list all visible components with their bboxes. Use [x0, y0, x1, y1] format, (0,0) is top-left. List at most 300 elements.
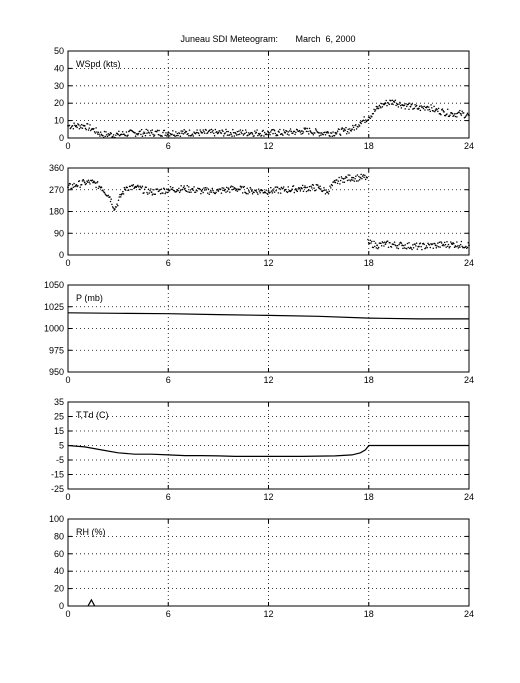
data-point [370, 242, 372, 244]
data-point [137, 185, 139, 187]
data-point [176, 191, 178, 193]
data-point [167, 134, 169, 136]
data-point [373, 109, 375, 111]
data-point [395, 100, 397, 102]
data-point [78, 124, 80, 126]
data-point [79, 128, 81, 130]
data-point [159, 189, 161, 191]
data-point [338, 129, 340, 131]
data-point [142, 133, 144, 135]
data-point [240, 129, 242, 131]
data-point [79, 180, 81, 182]
data-point [156, 131, 158, 133]
data-point [222, 190, 224, 192]
data-point [402, 248, 404, 250]
data-point [120, 196, 122, 198]
data-point [166, 188, 168, 190]
data-point [180, 190, 182, 192]
data-point [306, 187, 308, 189]
data-point [411, 247, 413, 249]
data-point [404, 247, 406, 249]
data-point [209, 191, 211, 193]
data-point [459, 110, 461, 112]
data-point [436, 247, 438, 249]
data-point [437, 242, 439, 244]
data-point [357, 174, 359, 176]
data-point [453, 115, 455, 117]
data-point [248, 132, 250, 134]
data-point [356, 180, 358, 182]
data-point [414, 104, 416, 106]
data-point [138, 186, 140, 188]
data-point [406, 106, 408, 108]
data-point [337, 130, 339, 132]
data-point [133, 184, 135, 186]
data-point [325, 134, 327, 136]
data-point [265, 192, 267, 194]
data-point [384, 241, 386, 243]
data-point [98, 132, 100, 134]
data-point [401, 107, 403, 109]
data-point [224, 189, 226, 191]
data-point [316, 129, 318, 131]
data-point [342, 181, 344, 183]
data-point [209, 194, 211, 196]
data-point [428, 106, 430, 108]
data-point [133, 132, 135, 134]
data-point [449, 116, 451, 118]
data-point [85, 129, 87, 131]
data-point [241, 133, 243, 135]
data-point [231, 135, 233, 137]
data-point [98, 188, 100, 190]
data-point [164, 134, 166, 136]
data-point [114, 137, 116, 139]
data-point [426, 247, 428, 249]
data-point [212, 131, 214, 133]
data-point [275, 133, 277, 135]
data-point [176, 135, 178, 137]
y-tick-label: 90 [53, 228, 64, 239]
data-point [413, 247, 415, 249]
data-point [251, 190, 253, 192]
data-point [290, 128, 292, 130]
data-point [411, 249, 413, 251]
data-point [69, 125, 71, 127]
panel-label: RH (%) [76, 527, 106, 537]
data-point [248, 190, 250, 192]
data-point [423, 106, 425, 108]
data-point [397, 245, 399, 247]
data-point [334, 135, 336, 137]
data-point [146, 132, 148, 134]
data-point [193, 135, 195, 137]
data-point [84, 182, 86, 184]
data-point [232, 129, 234, 131]
data-point [420, 246, 422, 248]
data-point [74, 124, 76, 126]
data-point [320, 188, 322, 190]
data-point [458, 245, 460, 247]
data-point [297, 191, 299, 193]
data-point [287, 131, 289, 133]
data-point [220, 189, 222, 191]
data-point [407, 104, 409, 106]
data-point [427, 109, 429, 111]
data-point [71, 188, 73, 190]
data-point [157, 188, 159, 190]
data-point [89, 181, 91, 183]
data-point [104, 192, 106, 194]
data-point [99, 135, 101, 137]
data-point [439, 241, 441, 243]
data-point [467, 114, 469, 116]
data-point [105, 131, 107, 133]
x-tick-label: 0 [65, 609, 71, 619]
data-point [140, 134, 142, 136]
data-point [227, 134, 229, 136]
y-tick-label: -25 [50, 484, 64, 494]
y-tick-label: 20 [53, 98, 64, 109]
data-point [231, 133, 233, 135]
data-point [436, 109, 438, 111]
data-point [152, 134, 154, 136]
data-point [262, 190, 264, 192]
data-point [440, 114, 442, 116]
data-point [157, 129, 159, 131]
data-point [435, 109, 437, 111]
data-point [294, 192, 296, 194]
data-point [393, 244, 395, 246]
data-point [404, 108, 406, 110]
data-point [70, 183, 72, 185]
data-point [373, 247, 375, 249]
data-point [199, 135, 201, 137]
data-point [356, 128, 358, 130]
data-point [377, 106, 379, 108]
data-point [117, 133, 119, 135]
data-point [177, 135, 179, 137]
data-point [463, 112, 465, 114]
data-point [300, 131, 302, 133]
data-point [448, 244, 450, 246]
data-point [378, 247, 380, 249]
data-point [246, 193, 248, 195]
data-point [130, 186, 132, 188]
data-point [417, 248, 419, 250]
data-point [189, 191, 191, 193]
data-point [256, 129, 258, 131]
data-point [363, 116, 365, 118]
data-point [89, 124, 91, 126]
data-point [375, 242, 377, 244]
data-point [180, 185, 182, 187]
data-point [284, 131, 286, 133]
data-point [310, 185, 312, 187]
data-point [458, 247, 460, 249]
data-point [306, 128, 308, 130]
data-point [123, 193, 125, 195]
data-point [250, 132, 252, 134]
data-point [158, 134, 160, 136]
data-point [239, 189, 241, 191]
data-point [328, 132, 330, 134]
panel-5 [49, 514, 474, 619]
data-point [429, 109, 431, 111]
data-point [270, 187, 272, 189]
data-point [224, 132, 226, 134]
y-tick-label: -15 [50, 469, 64, 480]
data-point [126, 131, 128, 133]
data-point [449, 246, 451, 248]
data-point [231, 189, 233, 191]
data-point [340, 134, 342, 136]
data-point [302, 185, 304, 187]
data-point [382, 106, 384, 108]
data-point [315, 190, 317, 192]
data-point [455, 246, 457, 248]
data-point [461, 246, 463, 248]
data-point [292, 132, 294, 134]
y-tick-label: 0 [58, 601, 64, 611]
data-point [226, 131, 228, 133]
data-point [446, 113, 448, 115]
x-tick-label: 24 [463, 375, 475, 385]
data-point [247, 134, 249, 136]
data-point [385, 243, 387, 245]
data-point [246, 132, 248, 134]
data-point [145, 129, 147, 131]
data-point [143, 192, 145, 194]
data-point [367, 119, 369, 121]
data-point [322, 190, 324, 192]
y-tick-label: 35 [53, 397, 64, 407]
data-point [374, 246, 376, 248]
data-point [95, 187, 97, 189]
data-point [151, 191, 153, 193]
data-point [281, 187, 283, 189]
data-point [221, 132, 223, 134]
data-point [273, 188, 275, 190]
data-point [406, 248, 408, 250]
y-tick-label: 975 [48, 345, 64, 356]
data-point [282, 188, 284, 190]
data-point [336, 179, 338, 181]
data-point [108, 195, 110, 197]
data-point [450, 241, 452, 243]
data-point [100, 187, 102, 189]
data-point [259, 192, 261, 194]
data-point [398, 248, 400, 250]
data-point [351, 130, 353, 132]
data-point [238, 130, 240, 132]
data-point [279, 129, 281, 131]
data-point [241, 186, 243, 188]
data-point [111, 133, 113, 135]
data-point [365, 119, 367, 121]
data-point [275, 190, 277, 192]
data-point [344, 129, 346, 131]
data-point [171, 189, 173, 191]
data-point [94, 131, 96, 133]
data-point [82, 127, 84, 129]
data-point [262, 130, 264, 132]
data-point [351, 128, 353, 130]
data-point [237, 131, 239, 133]
data-point [287, 192, 289, 194]
data-point [70, 127, 72, 129]
x-tick-label: 0 [65, 375, 71, 385]
panel-2 [49, 163, 474, 268]
data-point [460, 113, 462, 115]
data-point [196, 190, 198, 192]
data-point [331, 132, 333, 134]
data-point [404, 104, 406, 106]
data-point [96, 131, 98, 133]
data-point [106, 134, 108, 136]
data-point [399, 102, 401, 104]
data-point [442, 110, 444, 112]
data-point [334, 180, 336, 182]
data-point [422, 106, 424, 108]
data-point [79, 187, 81, 189]
data-point [458, 112, 460, 114]
data-point [150, 188, 152, 190]
data-point [445, 244, 447, 246]
data-point [412, 244, 414, 246]
data-point [233, 132, 235, 134]
data-point [73, 186, 75, 188]
data-point [169, 135, 171, 137]
data-point [168, 132, 170, 134]
panel-label: WSpd (kts) [76, 59, 121, 69]
data-point [416, 105, 418, 107]
data-point [278, 131, 280, 133]
data-point [205, 189, 207, 191]
data-point [215, 129, 217, 131]
data-point [196, 132, 198, 134]
data-point [126, 187, 128, 189]
x-tick-label: 0 [65, 258, 71, 268]
data-point [167, 192, 169, 194]
data-point [202, 132, 204, 134]
data-point [279, 188, 281, 190]
y-tick-label: 270 [48, 184, 64, 195]
data-point [153, 189, 155, 191]
data-point [332, 135, 334, 137]
data-point [392, 104, 394, 106]
data-point [359, 125, 361, 127]
data-point [97, 133, 99, 135]
data-point [102, 135, 104, 137]
data-point [154, 134, 156, 136]
y-tick-label: 1025 [43, 301, 64, 312]
data-point [389, 242, 391, 244]
data-point [125, 135, 127, 137]
data-point [339, 183, 341, 185]
data-point [272, 192, 274, 194]
data-point [453, 243, 455, 245]
data-point [144, 188, 146, 190]
data-point [451, 112, 453, 114]
data-point [138, 133, 140, 135]
data-point [307, 131, 309, 133]
data-point [89, 183, 91, 185]
data-point [202, 129, 204, 131]
data-point [227, 190, 229, 192]
data-point [293, 185, 295, 187]
data-point [446, 241, 448, 243]
data-point [137, 134, 139, 136]
data-point [90, 130, 92, 132]
data-point [184, 132, 186, 134]
data-point [284, 190, 286, 192]
data-point [261, 135, 263, 137]
data-point [456, 241, 458, 243]
data-point [304, 185, 306, 187]
data-point [89, 127, 91, 129]
data-point [150, 130, 152, 132]
data-point [317, 132, 319, 134]
data-point [125, 189, 127, 191]
data-point [232, 186, 234, 188]
data-point [360, 123, 362, 125]
data-point [280, 192, 282, 194]
data-point [285, 189, 287, 191]
data-point [371, 116, 373, 118]
data-point [322, 134, 324, 136]
data-point [325, 189, 327, 191]
x-tick-label: 0 [65, 492, 71, 502]
data-point [149, 190, 151, 192]
data-point [305, 187, 307, 189]
data-point [264, 132, 266, 134]
data-point [370, 239, 372, 241]
data-point [337, 183, 339, 185]
x-tick-label: 6 [165, 258, 171, 268]
data-point [162, 192, 164, 194]
data-point [230, 132, 232, 134]
data-point [203, 187, 205, 189]
data-point [444, 242, 446, 244]
data-point [121, 134, 123, 136]
data-point [240, 187, 242, 189]
data-point [142, 185, 144, 187]
data-point [353, 127, 355, 129]
data-point [421, 249, 423, 251]
data-point [338, 177, 340, 179]
data-point [388, 246, 390, 248]
data-point [445, 246, 447, 248]
data-point [256, 132, 258, 134]
data-point [244, 133, 246, 135]
x-tick-label: 18 [363, 609, 374, 619]
x-tick-label: 18 [363, 492, 374, 502]
data-point [234, 135, 236, 137]
y-tick-label: 60 [53, 548, 64, 559]
data-point [392, 99, 394, 101]
data-point [340, 180, 342, 182]
data-point [108, 133, 110, 135]
data-point [408, 109, 410, 111]
x-tick-label: 6 [165, 375, 171, 385]
data-point [308, 133, 310, 135]
data-point [73, 183, 75, 185]
data-point [362, 175, 364, 177]
data-point [267, 130, 269, 132]
data-point [139, 189, 141, 191]
data-point [330, 187, 332, 189]
